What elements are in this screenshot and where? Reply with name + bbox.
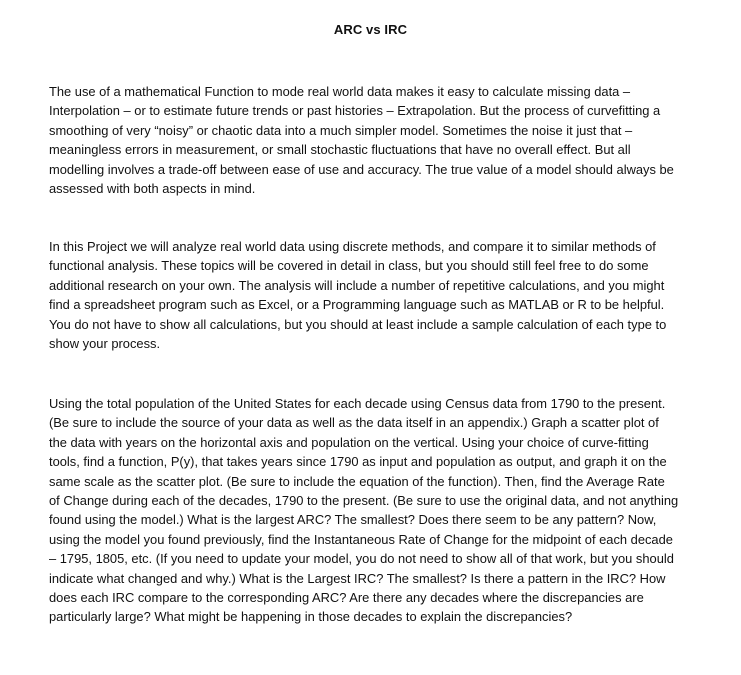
project-description-paragraph: In this Project we will analyze real world data using discrete methods, and compare it to similar methods of functional analysis. These topics will be covered in detail in class, but you should still feel free to do some additional research on your own. The analysis will include a number of repetitive calculations, and you might find a spreadsheet program such as Excel, or a Programming language such as MATLAB or R to be helpful. You do not have to show all calculations, but you should at least include a sample calculation of each type to show your process.	[49, 239, 667, 352]
instructions-paragraph: Using the total population of the United States for each decade using Census data from 1790 to the present. (Be sure to include the source of your data as well as the data itself in an appendix.) Graph a scatter plot of the data with years on the horizontal axis and population on the vertical. Using your choice of curve-fitting tools, find a function, P(y), that takes years since 1790 as input and population as output, and graph it on the same scale as the scatter plot. (Be sure to include the equation of the function). Then, find the Average Rate of Change during each of the decades, 1790 to the present. (Be sure to use the original data, and not anything found using the model.) What is the largest ARC? The smallest? Does there seem to be any pattern? Now, using the model you found previously, find the Instantaneous Rate of Change for the midpoint of each decade – 1795, 1805, etc. (If you need to update your model, you do not need to show all of that work, but you should indicate what changed and why.) What is the Largest IRC? The smallest? Is there a pattern in the IRC? How does each IRC compare to the corresponding ARC? Are there any decades where the discrepancies are particularly large? What might be happening in those decades to explain the discrepancies?	[49, 396, 679, 625]
intro-paragraph: The use of a mathematical Function to mode real world data makes it easy to calculate missing data – Interpolation – or to estimate future trends or past histories – Extrapolation. But the process of curvefitting a smoothing of very “noisy” or chaotic data into a much simpler model. Sometimes the noise it just that – meaningless errors in measurement, or small stochastic fluctuations that have no overall effect. But all modelling involves a trade-off between ease of use and accuracy. The true value of a model should always be assessed with both aspects in mind.	[49, 84, 674, 197]
document-title: ARC vs IRC	[333, 22, 408, 37]
